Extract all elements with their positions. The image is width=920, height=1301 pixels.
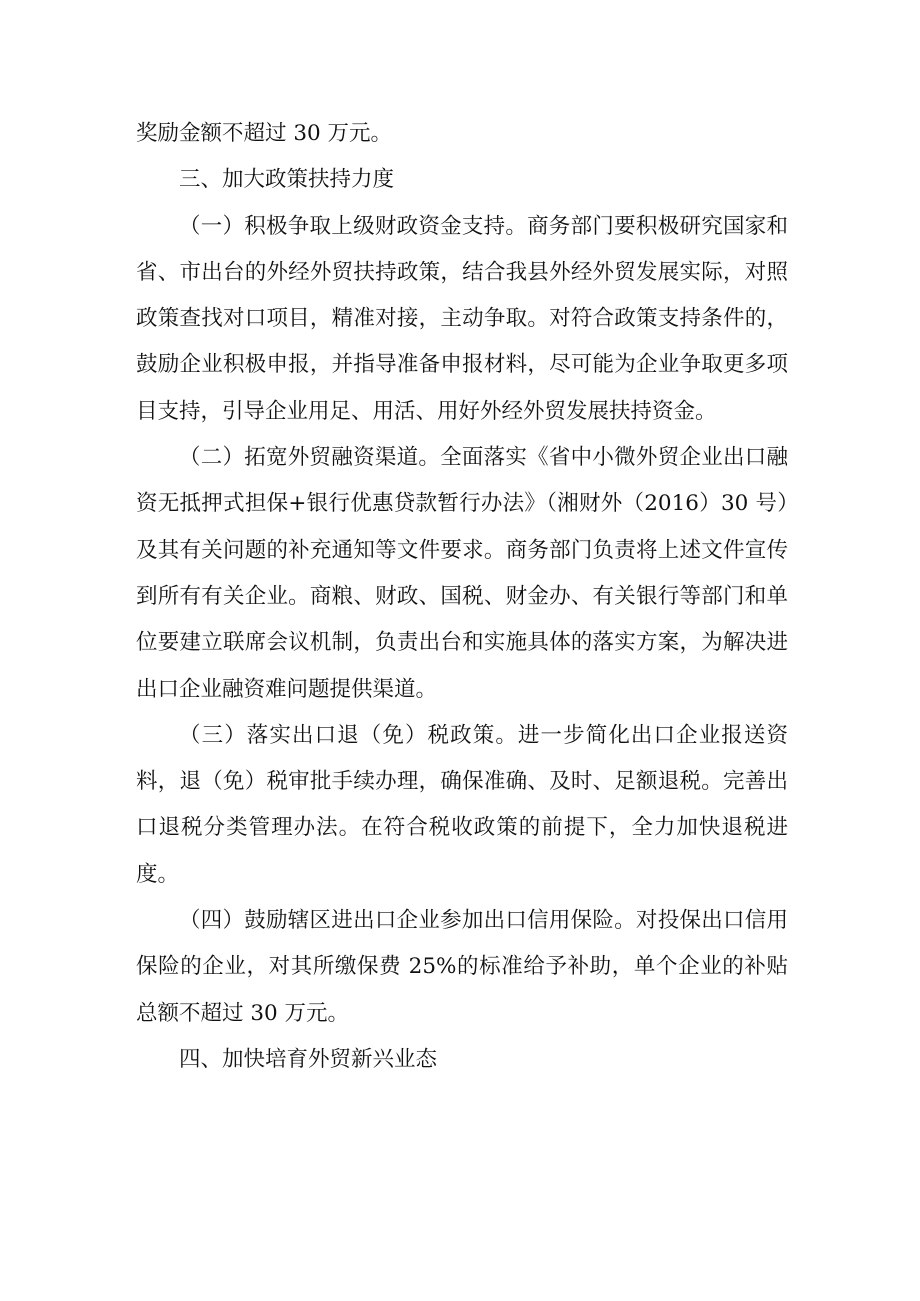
- paragraph-tax-rebate: （三）落实出口退（免）税政策。进一步简化出口企业报送资料，退（免）税审批手续办理，确保准确、及时、足额退税。完善出口退税分类管理办法。在符合税收政策的前提下，全力加快退税进度。: [136, 722, 788, 887]
- paragraph-financing-channels: （二）拓宽外贸融资渠道。全面落实《省中小微外贸企业出口融资无抵押式担保+银行优惠贷款暂行办法》（湘财外（2016）30 号）及其有关问题的补充通知等文件要求。商务部门负责将上述文件宣传到所有有关企业。商粮、财政、国税、财金办、有关银行等部门和单位要建立联席会议机制，负责出台和实施具体的落实方案，为解决进出口企业融资难问题提供渠道。: [136, 445, 788, 702]
- document-body: [136, 111, 788, 1083]
- paragraph-continuation: 奖励金额不超过 30 万元。: [136, 121, 393, 146]
- paragraph-fiscal-support: （一）积极争取上级财政资金支持。商务部门要积极研究国家和省、市出台的外经外贸扶持政策，结合我县外经外贸发展实际，对照政策查找对口项目，精准对接，主动争取。对符合政策支持条件的，鼓励企业积极申报，并指导准备申报材料，尽可能为企业争取更多项目支持，引导企业用足、用活、用好外经外贸发展扶持资金。: [136, 213, 788, 424]
- paragraph-credit-insurance: （四）鼓励辖区进出口企业参加出口信用保险。对投保出口信用保险的企业，对其所缴保费 25%的标准给予补助，单个企业的补贴总额不超过 30 万元。: [136, 908, 788, 1026]
- section-heading-four: 四、加快培育外贸新兴业态: [179, 1046, 438, 1072]
- section-heading-three: 三、加大政策扶持力度: [179, 167, 395, 193]
